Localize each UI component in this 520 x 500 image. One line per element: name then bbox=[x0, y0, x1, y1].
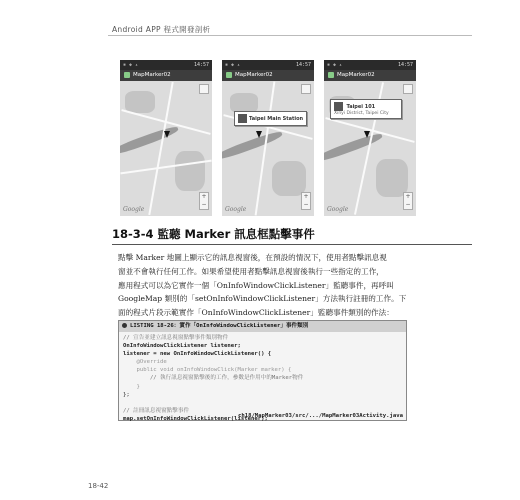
zoom-controls[interactable]: + − bbox=[403, 192, 413, 210]
info-window-snippet: Xinyi District, Taipei City bbox=[334, 111, 389, 116]
notification-icons: ▪ ◆ ▴ bbox=[225, 62, 241, 68]
status-time: 14:57 bbox=[193, 62, 209, 68]
code-line: map.setOnInfoWindowClickListener(listener); bbox=[123, 415, 268, 422]
listing-title: LISTING 18-26：實作「OnInfoWindowClickListener」事件類別 bbox=[130, 323, 309, 329]
status-bar bbox=[324, 60, 416, 70]
status-time: 14:57 bbox=[295, 62, 311, 68]
code-line: OnInfoWindowClickListener listener; bbox=[123, 343, 241, 350]
code-line: listener = new OnInfoWindowClickListener() { bbox=[123, 351, 272, 358]
code-body bbox=[119, 332, 406, 423]
zoom-controls[interactable]: + − bbox=[199, 192, 209, 210]
listing-bullet-icon bbox=[122, 323, 127, 328]
app-icon bbox=[226, 72, 232, 78]
page-number: 18-42 bbox=[88, 482, 109, 490]
app-title: MapMarker02 bbox=[235, 72, 273, 78]
phone-screenshot-1 bbox=[120, 60, 212, 216]
section-rule bbox=[112, 244, 472, 245]
status-bar bbox=[222, 60, 314, 70]
map-view[interactable] bbox=[324, 81, 416, 216]
my-location-button[interactable] bbox=[403, 84, 413, 94]
code-line: } bbox=[123, 383, 140, 390]
paragraph-line: 窗並不會執行任何工作。如果希望使用者點擊訊息視窗後執行一些指定的工作， bbox=[118, 266, 384, 276]
running-head: Android APP 程式開發剖析 bbox=[112, 25, 211, 34]
map-marker-pin[interactable] bbox=[256, 131, 262, 138]
my-location-button[interactable] bbox=[301, 84, 311, 94]
info-window-icon bbox=[334, 102, 343, 111]
status-time: 14:57 bbox=[397, 62, 413, 68]
map-marker-pin[interactable] bbox=[164, 131, 170, 138]
google-watermark: Google bbox=[327, 206, 349, 213]
paragraph-line: 應用程式可以為它實作一個「OnInfoWindowClickListener」監聽事件，再呼叫 bbox=[118, 280, 394, 290]
app-icon bbox=[328, 72, 334, 78]
header-rule bbox=[108, 35, 472, 36]
app-icon bbox=[124, 72, 130, 78]
info-window[interactable] bbox=[234, 111, 307, 126]
phone-screenshot-2 bbox=[222, 60, 314, 216]
code-line bbox=[123, 399, 402, 407]
code-listing bbox=[118, 320, 407, 421]
listing-header bbox=[119, 321, 406, 332]
app-title: MapMarker02 bbox=[337, 72, 375, 78]
code-line: }; bbox=[123, 391, 130, 398]
code-line: // 註冊訊息視窗點擊事件 bbox=[123, 407, 190, 414]
paragraph-line: 點擊 Marker 地圖上顯示它的訊息視窗後，在預設的情況下，使用者點擊訊息視 bbox=[118, 253, 387, 262]
app-bar bbox=[120, 70, 212, 81]
my-location-button[interactable] bbox=[199, 84, 209, 94]
google-watermark: Google bbox=[225, 206, 247, 213]
map-marker-pin[interactable] bbox=[364, 131, 370, 138]
section-title: 18-3-4 監聽 Marker 訊息框點擊事件 bbox=[112, 227, 315, 241]
map-view[interactable] bbox=[120, 81, 212, 216]
zoom-controls[interactable]: + − bbox=[301, 192, 311, 210]
paragraph-line: 面的程式片段示範實作「OnInfoWindowClickListener」監聽事件類別的作法： bbox=[118, 308, 394, 318]
code-line: // 執行訊息視窗點擊後的工作，參數是作用中的Marker物件 bbox=[123, 375, 304, 382]
code-line: @Override bbox=[123, 359, 167, 366]
paragraph-line: GoogleMap 類別的「setOnInfoWindowClickListener」方法執行註冊的工作。下 bbox=[118, 294, 407, 304]
info-window-title: Taipei 101 bbox=[346, 104, 376, 110]
notification-icons: ▪ ◆ ▴ bbox=[123, 62, 139, 68]
app-bar bbox=[324, 70, 416, 81]
notification-icons: ▪ ◆ ▴ bbox=[327, 62, 343, 68]
listing-source-path: ch18/MapMarker03/src/.../MapMarker03Activity.java bbox=[237, 413, 403, 419]
app-bar bbox=[222, 70, 314, 81]
screenshots-figure bbox=[120, 60, 416, 220]
google-watermark: Google bbox=[123, 206, 145, 213]
info-window-title: Taipei Main Station bbox=[249, 116, 304, 122]
code-line: public void onInfoWindowClick(Marker marker) { bbox=[123, 367, 292, 374]
info-window-icon bbox=[238, 114, 247, 123]
code-line: // 宣告並建立訊息視窗點擊事件類別物件 bbox=[123, 335, 229, 341]
phone-screenshot-3 bbox=[324, 60, 416, 216]
body-paragraph bbox=[118, 251, 470, 320]
app-title: MapMarker02 bbox=[133, 72, 171, 78]
map-view[interactable] bbox=[222, 81, 314, 216]
info-window[interactable] bbox=[330, 99, 402, 119]
status-bar bbox=[120, 60, 212, 70]
